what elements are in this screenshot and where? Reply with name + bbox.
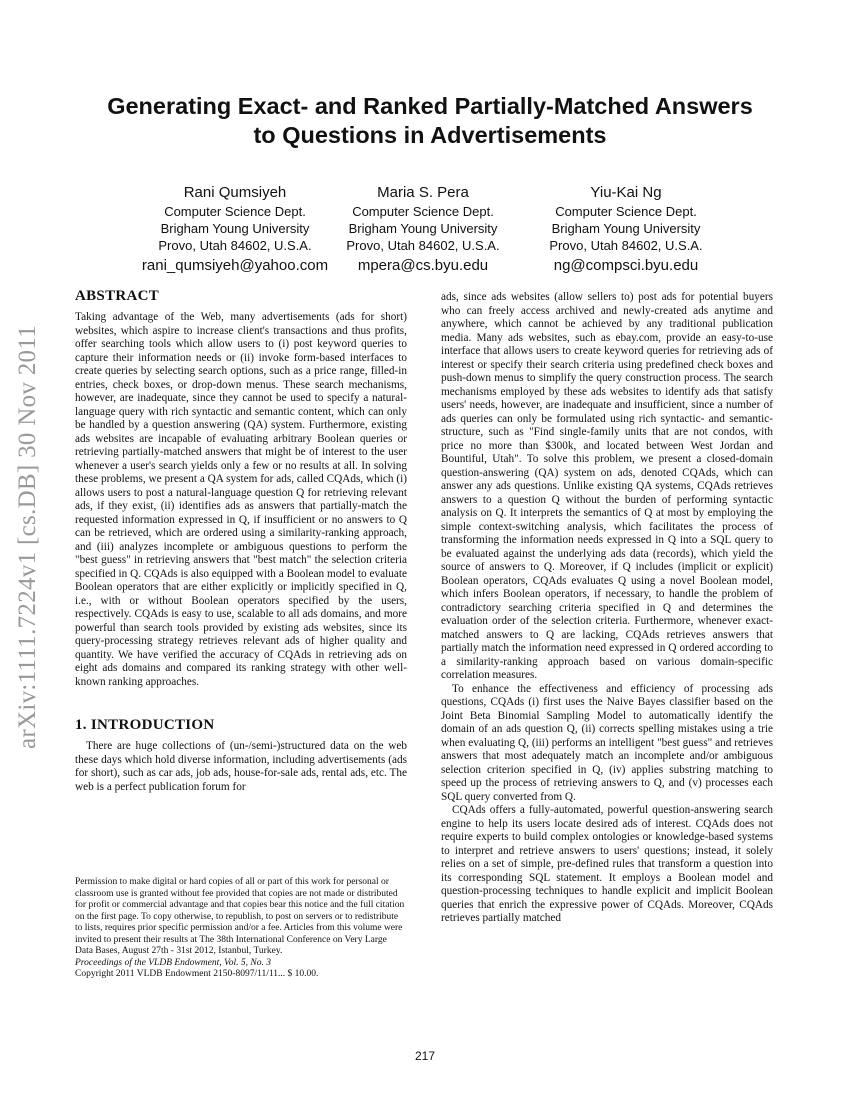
author-name: Maria S. Pera (377, 184, 469, 201)
author-email: ng@compsci.byu.edu (553, 257, 699, 274)
author-dept: Computer Science Dept. (555, 204, 697, 219)
footnote-copyright: Copyright 2011 VLDB Endowment 2150-8097/11/11... $ 10.00. (75, 969, 319, 979)
author-university: Brigham Young University (160, 221, 310, 236)
title-line-2: to Questions in Advertisements (253, 122, 607, 148)
author-email: mpera@cs.byu.edu (357, 257, 489, 274)
author-email: rani_qumsiyeh@yahoo.com (141, 257, 329, 274)
introduction-heading: 1. INTRODUCTION (75, 717, 215, 733)
author-address: Provo, Utah 84602, U.S.A. (549, 238, 703, 253)
arxiv-stamp: arXiv:1111.7224v1 [cs.DB] 30 Nov 2011 (14, 324, 41, 750)
abstract-heading: ABSTRACT (75, 288, 160, 304)
author-block-3 (516, 183, 736, 276)
author-address: Provo, Utah 84602, U.S.A. (346, 238, 500, 253)
page-number: 217 (414, 1049, 436, 1063)
title-line-1: Generating Exact- and Ranked Partially-Matched Answers (107, 93, 753, 119)
paper-title (60, 92, 800, 150)
author-university: Brigham Young University (348, 221, 498, 236)
body-paragraph: CQAds offers a fully-automated, powerful question-answering search engine to help its users locate desired ads of interest. CQAds does not require experts to build complex ontologies or knowledge-based systems to interpret and retrieve answers to users' questions; instead, it solely relies on a set of simple, pre-defined rules that transform a question into its corresponding SQL statement. It employs a Boolean model and question-processing techniques to handle explicit and implicit Boolean queries that enrich the expressive power of CQAds. Moreover, CQAds retrieves partially matched (441, 804, 773, 924)
footnote-proceedings: Proceedings of the VLDB Endowment, Vol. 5, No. 3 (75, 957, 271, 968)
author-address: Provo, Utah 84602, U.S.A. (158, 238, 312, 253)
body-paragraph: To enhance the effectiveness and efficiency of processing ads questions, CQAds (i) first uses the Naive Bayes classifier based on the Joint Beta Binomial Sampling Model to automatically identify the domain of an ads question Q, (ii) corrects spelling mistakes using a trie when evaluating Q, (iii) performs an intelligent "best guess" and retrieves answers that most adequately match an incomplete and/or ambiguous selection criterion specified in Q, (iv) applies substring matching to speed up the process of retrieving answers to Q, and (v) processes each SQL query converted from Q. (441, 682, 773, 803)
author-university: Brigham Young University (551, 221, 701, 236)
footnote-permission: Permission to make digital or hard copies of all or part of this work for personal or classroom use is granted without fee provided that copies are not made or distributed for profit or commercial advantage and that copies bear this notice and the full citation on the first page. To copy otherwise, to republish, to post on servers or to redistribute to lists, requires prior specific permission and/or a fee. Articles from this volume were invited to present their results at The 38th International Conference on Very Large Data Bases, August 27th - 31st 2012, Istanbul, Turkey. (75, 877, 405, 956)
introduction-paragraph: There are huge collections of (un-/semi-)structured data on the web these days which hold diverse information, including advertisements (ads for short), such as car ads, job ads, house-for-sale ads, rental ads, etc. The web is a perfect publication forum for (75, 740, 407, 793)
right-column (441, 291, 773, 926)
author-name: Rani Qumsiyeh (183, 184, 287, 201)
left-column (75, 288, 407, 794)
body-paragraph: ads, since ads websites (allow sellers to) post ads for potential buyers who can freely access archived and newly-created ads anytime and anywhere, which cannot be achieved by any traditional publication media. Many ads websites, such as ebay.com, provide an easy-to-use interface that allows users to create keyword queries for retrieving ads of interest or specify their search criteria using predefined check boxes and push-down menus to simplify the query construction process. The search mechanisms employed by these ads websites to identify ads that satisfy users' needs, however, are inadequate and insufficient, since a number of ads queries can only be formulated using rich syntactic- and semantic-structure, such as "Find single-family units that are not condos, with price no more than $300k, and located between West Jordan and Bountiful, Utah". To solve this problem, we present a closed-domain question-answering (QA) system on ads, denoted CQAds, which can answer any ads questions. Unlike existing QA systems, CQAds retrieves answers to a question Q without the burden of performing syntactic analysis on Q. It interprets the semantics of Q at most by employing the simple context-switching analysis, which facilitates the process of transforming the information needs expressed in Q into a SQL query to be evaluated against the underlying ads data (records), which yield the source of answers to Q. Moreover, if Q includes (implicit or explicit) Boolean operators, CQAds evaluates Q using a novel Boolean model, which infers Boolean operators, if necessary, to handle the problem of contradictory searching criteria specified in Q and determines the evaluation order of the selection criteria. Furthermore, whenever exact-matched answers to Q are lacking, CQAds retrieves answers that partially match the information need expressed in Q ordered according to a similarity-ranking approach based on various domain-specific correlation measures. (441, 291, 773, 681)
copyright-footnote (75, 877, 407, 981)
abstract-text: Taking advantage of the Web, many advertisements (ads for short) websites, which aspire to increase client's transactions and thus profits, offer searching tools which allow users to (i) post keyword queries to capture their information needs or (ii) invoke form-based interfaces to create queries by selecting search options, such as a price range, filled-in entries, check boxes, or drop-down menus. These search mechanisms, however, are inadequate, since they cannot be used to specify a natural-language query with rich syntactic and semantic content, which can only be handled by a question answering (QA) system. Furthermore, existing ads websites are incapable of evaluating arbitrary Boolean queries or retrieving partially-matched answers that might be of interest to the user whenever a user's search yields only a few or no results at all. In solving these problems, we present a QA system for ads, called CQAds, which (i) allows users to post a natural-language question Q for retrieving relevant ads, if they exist, (ii) identifies ads as answers that partially-match the requested information expressed in Q, if insufficient or no answers to Q can be retrieved, which are ordered using a similarity-ranking approach, and (iii) analyzes incomplete or ambiguous questions to perform the "best guess" in retrieving answers that "best match" the selection criteria specified in Q. CQAds is also equipped with a Boolean model to evaluate Boolean operators that are either explicitly or implicitly specified in Q, i.e., with or without Boolean operators specified by the users, respectively. CQAds is easy to use, scalable to all ads domains, and more powerful than search tools provided by existing ads websites, since its query-processing strategy retrieves relevant ads of higher quality and quantity. We have verified the accuracy of CQAds in retrieving ads on eight ads domains and compared its ranking strategy with other well-known ranking approaches. (75, 311, 407, 688)
author-name: Yiu-Kai Ng (590, 184, 662, 201)
author-block-2 (313, 183, 533, 276)
author-block-1 (125, 183, 345, 276)
author-dept: Computer Science Dept. (352, 204, 494, 219)
author-dept: Computer Science Dept. (164, 204, 306, 219)
